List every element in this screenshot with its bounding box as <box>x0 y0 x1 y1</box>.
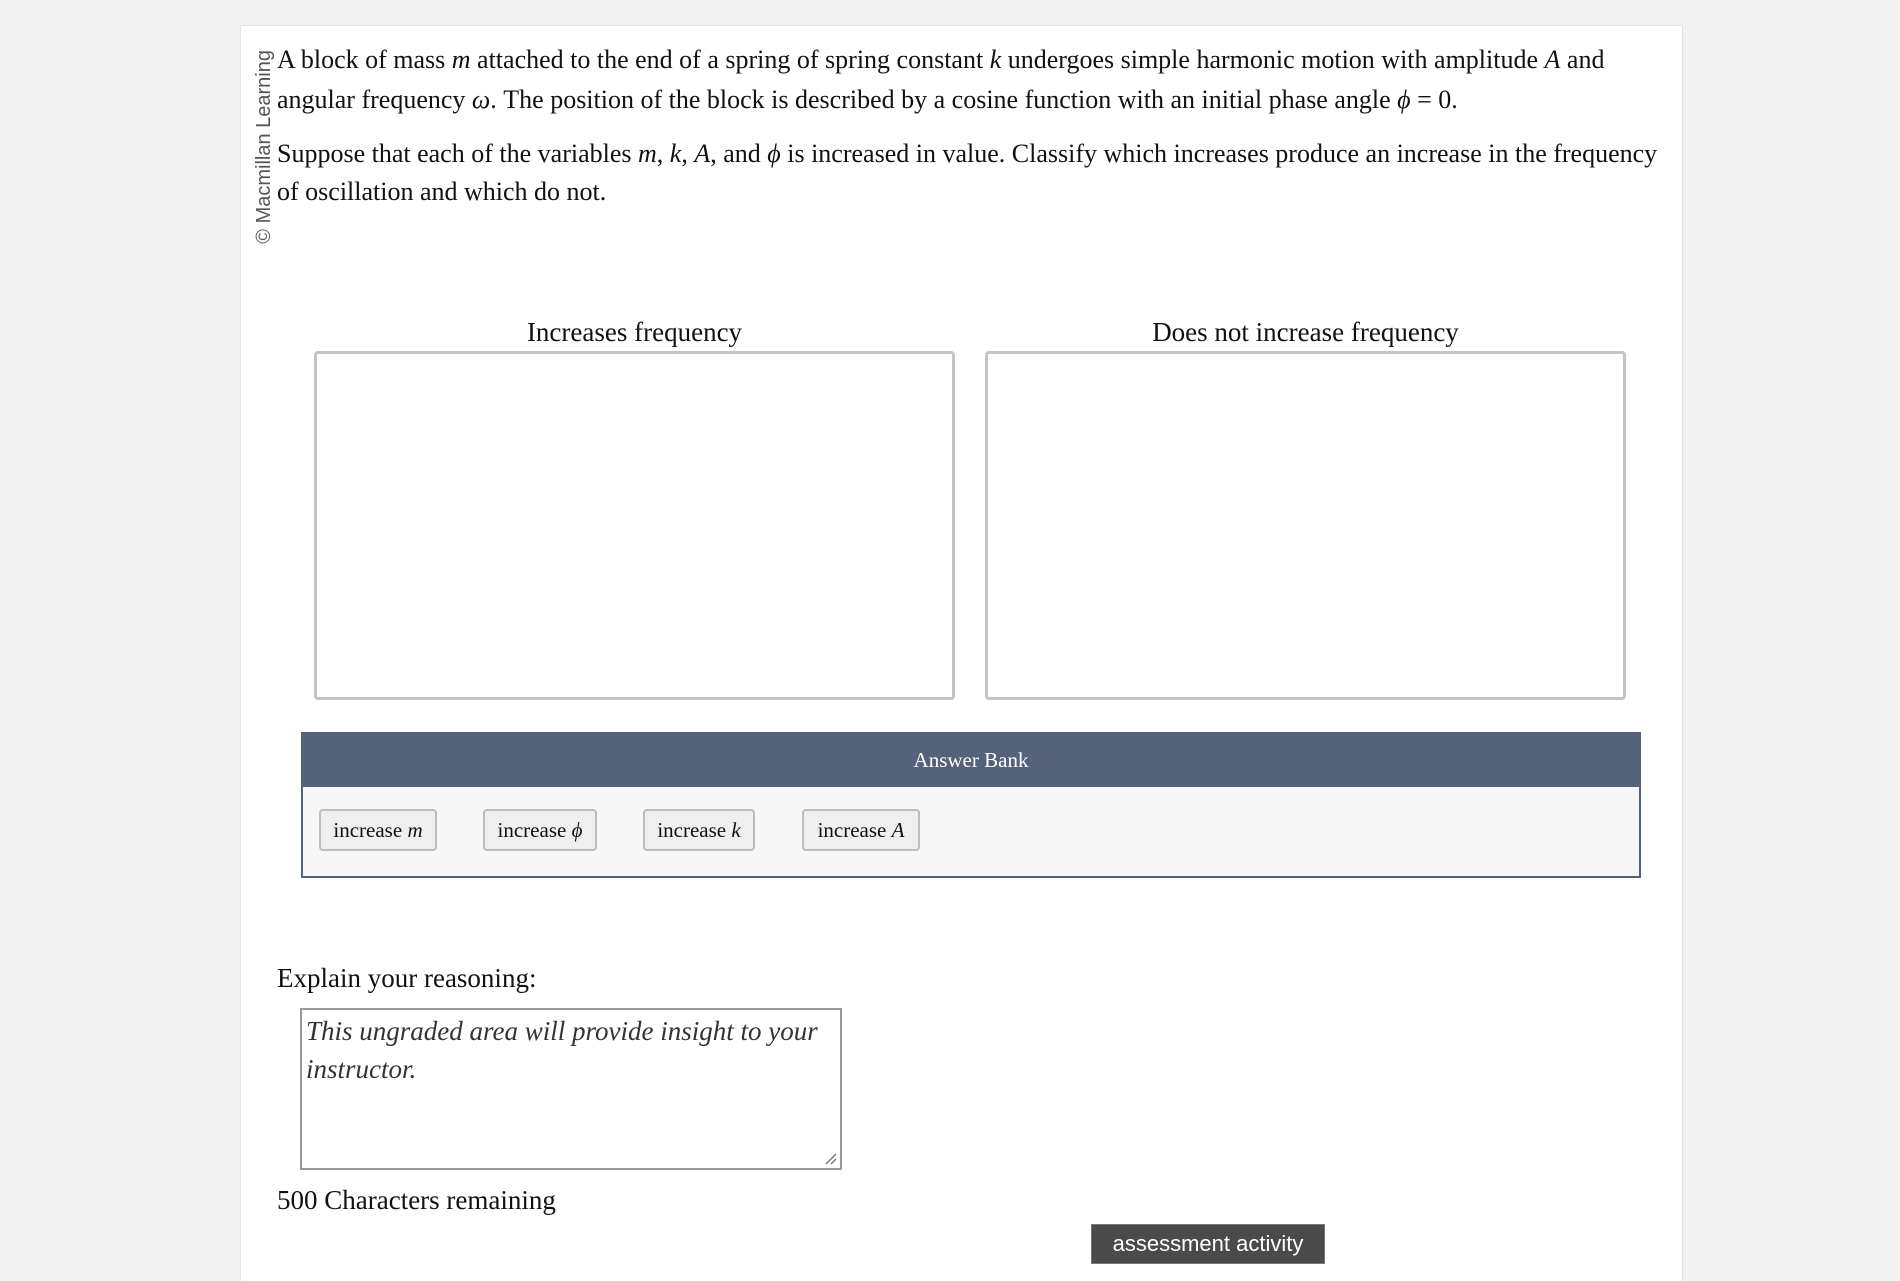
drop-zone-does-not-increase-frequency[interactable] <box>985 351 1626 700</box>
text-segment: Suppose that each of the variables <box>277 139 638 168</box>
text-segment: , <box>681 139 695 168</box>
text-segment: attached to the end of a spring of spring constant <box>470 45 990 74</box>
explain-reasoning-textarea[interactable] <box>302 1010 840 1168</box>
var-k: k <box>989 45 1002 74</box>
text-segment: is increased in value. Classify which increases produce an increase in the frequency of oscillation and which do not. <box>277 139 1658 206</box>
var-a: A <box>1544 45 1561 74</box>
question-paragraph-2 <box>277 135 1677 211</box>
answer-chip-increase-k[interactable] <box>643 809 755 851</box>
explain-label: Explain your reasoning: <box>277 963 537 993</box>
var-a: A <box>694 139 711 168</box>
text-segment: undergoes simple harmonic motion with amplitude <box>1001 45 1545 74</box>
text-segment: = 0. <box>1410 85 1458 114</box>
var-k: k <box>669 139 682 168</box>
text-segment: . The position of the block is described by a cosine function with an initial phase angle <box>490 85 1398 114</box>
answer-chip-increase-phi[interactable] <box>483 809 597 851</box>
resize-handle-icon[interactable] <box>823 1151 837 1165</box>
chip-variable: A <box>891 818 905 842</box>
bin-title-does-not-increase: Does not increase frequency <box>1152 317 1459 347</box>
bin-title-increases: Increases frequency <box>526 317 743 347</box>
chip-label: increase <box>497 818 572 842</box>
var-m: m <box>451 45 471 74</box>
text-segment: , <box>656 139 670 168</box>
text-segment: and angular frequency <box>277 45 1605 114</box>
chip-label: increase <box>333 818 408 842</box>
question-text <box>277 40 1677 211</box>
text-segment: A block of mass <box>277 45 452 74</box>
chip-label: increase <box>657 818 732 842</box>
chip-label: increase <box>817 818 892 842</box>
chip-variable: k <box>731 818 741 842</box>
text-segment: , and <box>710 139 768 168</box>
explain-textarea-container <box>300 1008 842 1170</box>
copyright-notice <box>250 50 278 280</box>
var-phi: ϕ <box>767 139 781 168</box>
question-paragraph-1 <box>277 40 1677 120</box>
answer-chip-increase-m[interactable] <box>319 809 437 851</box>
answer-chip-increase-a[interactable] <box>802 809 920 851</box>
var-omega: ω <box>471 85 491 114</box>
var-phi: ϕ <box>1397 85 1411 114</box>
answer-bank[interactable] <box>301 732 1641 878</box>
drop-zone-increases-frequency[interactable] <box>314 351 955 700</box>
var-m: m <box>638 139 657 168</box>
chip-variable: ϕ <box>571 818 583 842</box>
chip-variable: m <box>407 818 423 842</box>
characters-remaining: 500 Characters remaining <box>277 1185 556 1215</box>
copyright-text: © Macmillan Learning <box>253 50 275 244</box>
answer-bank-header: Answer Bank <box>303 734 1639 787</box>
assessment-activity-tooltip: assessment activity <box>1091 1224 1325 1264</box>
